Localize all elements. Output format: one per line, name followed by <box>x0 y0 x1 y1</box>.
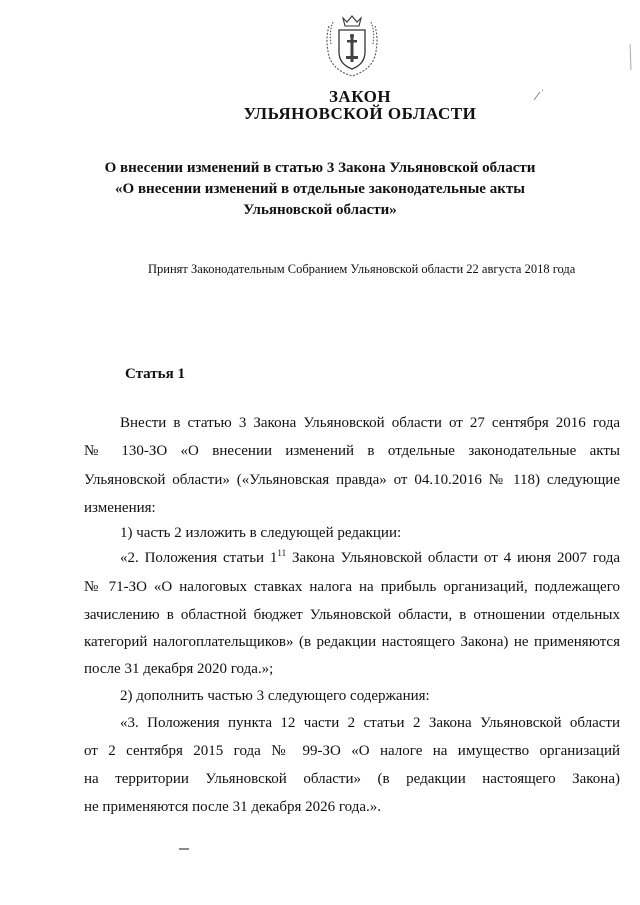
article-heading: Статья 1 <box>125 366 185 382</box>
quote-line: «2. Положения статьи $1^{11}$ Закона Ульяновской области от 4 июня 2007 года <box>120 548 620 566</box>
intro-line: Ульяновской области» («Ульяновская правда» от 04.10.2016 № 118) следующие <box>84 472 620 488</box>
quote-line: «3. Положения пункта 12 части 2 статьи 2 Закона Ульяновской области <box>120 715 620 731</box>
quote-line: зачислению в областной бюджет Ульяновской области, в отношении отдельных <box>84 607 620 623</box>
law-heading: ЗАКОН <box>328 87 392 106</box>
document-title-line: Ульяновской области» <box>243 202 397 218</box>
quote-line: № 71-ЗО «О налоговых ставках налога на прибыль организаций, подлежащего <box>84 579 620 595</box>
coat-of-arms-icon <box>321 12 383 80</box>
quote-line: от 2 сентября 2015 года № 99-ЗО «О налоге на имущество организаций <box>84 743 620 759</box>
intro-line: изменения: <box>84 500 156 516</box>
amendment-item: 2) дополнить частью 3 следующего содержания: <box>120 688 430 704</box>
region-heading: УЛЬЯНОВСКОЙ ОБЛАСТИ <box>243 104 477 123</box>
scan-mark-icon <box>625 42 635 72</box>
amendment-item: 1) часть 2 изложить в следующей редакции: <box>120 525 402 541</box>
scan-mark-icon <box>178 846 190 852</box>
intro-line: Внести в статью 3 Закона Ульяновской области от 27 сентября 2016 года <box>120 415 620 431</box>
quote-line: категорий налогоплательщиков» (в редакции настоящего Закона) не применяются <box>84 634 620 650</box>
quote-line: на территории Ульяновской области» (в редакции настоящего Закона) <box>84 771 620 787</box>
document-title-line: О внесении изменений в статью 3 Закона Ульяновской области <box>104 160 536 176</box>
superscript: 11 <box>277 548 287 558</box>
quote-line: не применяются после 31 декабря 2026 года.». <box>84 799 381 815</box>
adoption-note: Принят Законодательным Собранием Ульяновской области 22 августа 2018 года <box>148 262 576 276</box>
quote-line: после 31 декабря 2020 года.»; <box>84 661 274 677</box>
document-title-line: «О внесении изменений в отдельные законодательные акты <box>115 181 525 197</box>
intro-line: № 130-ЗО «О внесении изменений в отдельные законодательные акты <box>84 443 620 459</box>
scan-mark-icon <box>530 88 546 104</box>
